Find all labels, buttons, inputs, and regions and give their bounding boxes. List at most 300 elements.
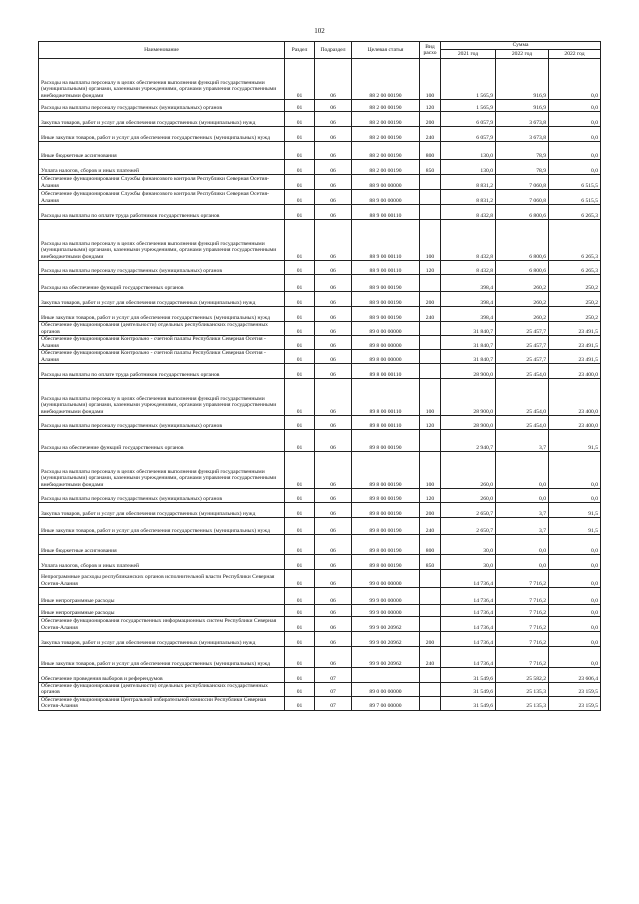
table-row	[39, 647, 601, 668]
table-cell-type: 120	[420, 100, 441, 112]
table-cell-sum-3: 0,0	[549, 59, 601, 100]
table-cell-type	[420, 588, 441, 605]
table-cell-sum-3: 250,2	[549, 275, 601, 292]
table-cell-name: Обеспечение функционирования (деятельности) отдельных республиканских государственных органов	[39, 322, 285, 336]
table-cell-subsection: 06	[315, 452, 352, 489]
table-cell-sum-2: 6 800,6	[496, 205, 549, 220]
table-cell-type: 800	[420, 535, 441, 555]
table-cell-sum-3: 23 400,0	[549, 416, 601, 430]
table-cell-sum-2: 25 457,7	[496, 336, 549, 350]
table-cell-sum-2: 78,9	[496, 160, 549, 175]
table-cell-target: 89 8 00 00190	[352, 430, 420, 452]
table-cell-sum-2: 25 135,3	[496, 683, 549, 697]
table-cell-type: 850	[420, 160, 441, 175]
table-cell-target: 99 9 00 20962	[352, 632, 420, 647]
table-cell-target: 89 8 00 00190	[352, 555, 420, 570]
table-cell-sum-1: 31 840,7	[441, 336, 496, 350]
table-cell-section: 01	[285, 59, 315, 100]
table-cell-target: 88 9 00 00110	[352, 261, 420, 275]
page-number: 102	[314, 27, 325, 35]
table-cell-target: 88 2 00 00190	[352, 142, 420, 160]
table-row	[39, 190, 601, 205]
table-cell-name: Обеспечение функционирования государственных информационных систем Республики Северная Осетия-Алания	[39, 617, 285, 632]
table-cell-sum-1: 398,4	[441, 292, 496, 307]
table-cell-subsection: 06	[315, 430, 352, 452]
table-cell-sum-3: 23 159,5	[549, 683, 601, 697]
table-cell-section: 01	[285, 364, 315, 379]
table-cell-subsection: 06	[315, 617, 352, 632]
table-cell-sum-3: 0,0	[549, 489, 601, 503]
table-row	[39, 160, 601, 175]
table-cell-section: 01	[285, 696, 315, 710]
table-cell-sum-2: 78,9	[496, 142, 549, 160]
table-cell-section: 01	[285, 416, 315, 430]
table-cell-type: 850	[420, 555, 441, 570]
col-header-year-3: 2022 год	[549, 50, 601, 59]
table-cell-type	[420, 570, 441, 588]
table-cell-type: 200	[420, 632, 441, 647]
table-cell-subsection: 06	[315, 503, 352, 518]
table-row	[39, 220, 601, 261]
table-cell-type	[420, 683, 441, 697]
table-cell-target: 88 2 00 00190	[352, 127, 420, 142]
table-cell-name: Уплата налогов, сборов и иных платежей	[39, 555, 285, 570]
table-cell-section: 01	[285, 617, 315, 632]
table-cell-sum-1: 8 432,8	[441, 261, 496, 275]
table-cell-section: 01	[285, 127, 315, 142]
table-row	[39, 555, 601, 570]
table-row	[39, 350, 601, 364]
table-cell-name: Расходы на выплаты персоналу государственных (муниципальных) органов	[39, 489, 285, 503]
table-row	[39, 588, 601, 605]
table-row	[39, 261, 601, 275]
table-cell-sum-1: 28 900,0	[441, 379, 496, 416]
table-cell-subsection: 07	[315, 683, 352, 697]
table-cell-sum-2: 260,2	[496, 292, 549, 307]
table-cell-type: 200	[420, 503, 441, 518]
table-cell-subsection: 06	[315, 336, 352, 350]
table-cell-sum-2: 3,7	[496, 430, 549, 452]
table-cell-name: Расходы на обеспечение функций государственных органов	[39, 430, 285, 452]
table-cell-sum-1: 130,0	[441, 142, 496, 160]
table-cell-sum-1: 260,0	[441, 452, 496, 489]
table-cell-sum-3: 91,5	[549, 430, 601, 452]
table-row	[39, 696, 601, 710]
table-cell-target: 88 9 00 00190	[352, 307, 420, 322]
table-cell-sum-2: 3,7	[496, 518, 549, 535]
table-cell-sum-3: 6 265,3	[549, 261, 601, 275]
table-row	[39, 112, 601, 127]
table-cell-target: 88 9 00 00190	[352, 275, 420, 292]
table-cell-section: 01	[285, 142, 315, 160]
table-cell-section: 01	[285, 555, 315, 570]
table-cell-subsection: 06	[315, 100, 352, 112]
table-cell-sum-1: 28 900,0	[441, 416, 496, 430]
table-cell-type	[420, 617, 441, 632]
table-row	[39, 535, 601, 555]
table-cell-sum-2: 7 716,2	[496, 605, 549, 617]
table-cell-sum-1: 8 432,8	[441, 220, 496, 261]
table-cell-name: Обеспечение функционирования Службы финансового контроля Республики Северная Осетия-Алания	[39, 190, 285, 205]
table-cell-sum-2: 916,9	[496, 59, 549, 100]
table-cell-type: 240	[420, 307, 441, 322]
table-cell-type: 240	[420, 518, 441, 535]
table-cell-name: Иные закупки товаров, работ и услуг для обеспечения государственных (муниципальных) нужд	[39, 647, 285, 668]
table-cell-subsection: 06	[315, 142, 352, 160]
table-cell-sum-2: 7 716,2	[496, 588, 549, 605]
table-cell-sum-3: 0,0	[549, 452, 601, 489]
table-cell-type	[420, 350, 441, 364]
table-row	[39, 142, 601, 160]
table-cell-type	[420, 364, 441, 379]
table-cell-sum-2: 6 800,6	[496, 261, 549, 275]
table-row	[39, 632, 601, 647]
table-cell-sum-3: 6 515,5	[549, 175, 601, 190]
col-header-name: Наименование	[39, 42, 285, 59]
table-cell-type	[420, 336, 441, 350]
table-cell-sum-1: 398,4	[441, 307, 496, 322]
table-cell-sum-1: 14 736,4	[441, 617, 496, 632]
table-cell-sum-2: 0,0	[496, 555, 549, 570]
table-cell-section: 01	[285, 336, 315, 350]
table-cell-subsection: 06	[315, 632, 352, 647]
table-cell-sum-2: 0,0	[496, 535, 549, 555]
col-header-year-1: 2021 год	[441, 50, 496, 59]
table-cell-sum-1: 14 736,4	[441, 605, 496, 617]
table-cell-name: Расходы на выплаты персоналу в целях обеспечения выполнения функций государственными (муниципальными) органами, казенными учреждениями, органами управления государственными внебюджетными фондами	[39, 379, 285, 416]
table-row	[39, 683, 601, 697]
table-cell-subsection: 06	[315, 127, 352, 142]
table-cell-sum-1: 14 736,4	[441, 588, 496, 605]
table-cell-target: 89 0 00 00000	[352, 322, 420, 336]
table-cell-type: 240	[420, 127, 441, 142]
table-cell-section: 01	[285, 430, 315, 452]
table-cell-subsection: 07	[315, 668, 352, 683]
table-row	[39, 518, 601, 535]
table-row	[39, 175, 601, 190]
table-cell-sum-1: 30,0	[441, 555, 496, 570]
table-cell-name: Расходы на выплаты персоналу в целях обеспечения выполнения функций государственными (муниципальными) органами, казенными учреждениями, органами управления государственными внебюджетными фондами	[39, 220, 285, 261]
table-cell-subsection: 06	[315, 205, 352, 220]
table-cell-sum-1: 1 565,9	[441, 59, 496, 100]
table-cell-name: Иные закупки товаров, работ и услуг для обеспечения государственных (муниципальных) нужд	[39, 127, 285, 142]
table-cell-name: Иные непрограммные расходы	[39, 588, 285, 605]
table-cell-sum-3: 0,0	[549, 632, 601, 647]
table-cell-sum-3: 23 400,0	[549, 364, 601, 379]
table-cell-section: 01	[285, 683, 315, 697]
table-cell-subsection: 06	[315, 570, 352, 588]
table-cell-section: 01	[285, 588, 315, 605]
table-row	[39, 668, 601, 683]
table-cell-sum-1: 2 650,7	[441, 518, 496, 535]
table-cell-name: Закупка товаров, работ и услуг для обеспечения государственных (муниципальных) нужд	[39, 632, 285, 647]
table-cell-sum-3: 23 491,5	[549, 322, 601, 336]
table-cell-sum-1: 2 940,7	[441, 430, 496, 452]
table-cell-name: Закупка товаров, работ и услуг для обеспечения государственных (муниципальных) нужд	[39, 503, 285, 518]
table-cell-sum-2: 25 457,7	[496, 350, 549, 364]
table-cell-subsection: 06	[315, 535, 352, 555]
table-cell-sum-1: 30,0	[441, 535, 496, 555]
table-cell-section: 01	[285, 292, 315, 307]
table-cell-sum-3: 0,0	[549, 112, 601, 127]
table-cell-type	[420, 605, 441, 617]
table-cell-sum-3: 0,0	[549, 570, 601, 588]
col-header-sum: Сумма	[441, 42, 601, 50]
table-cell-sum-3: 0,0	[549, 617, 601, 632]
table-cell-sum-1: 398,4	[441, 275, 496, 292]
table-cell-target: 89 8 00 00190	[352, 518, 420, 535]
table-cell-sum-3: 0,0	[549, 555, 601, 570]
table-cell-section: 01	[285, 261, 315, 275]
table-cell-section: 01	[285, 489, 315, 503]
table-cell-sum-3: 250,2	[549, 292, 601, 307]
table-cell-name: Расходы на обеспечение функций государственных органов	[39, 275, 285, 292]
table-cell-section: 01	[285, 190, 315, 205]
table-cell-section: 01	[285, 350, 315, 364]
table-cell-target: 99 9 00 20962	[352, 617, 420, 632]
table-cell-section: 01	[285, 647, 315, 668]
table-cell-subsection: 06	[315, 190, 352, 205]
table-row	[39, 605, 601, 617]
table-cell-sum-2: 0,0	[496, 489, 549, 503]
table-cell-section: 01	[285, 220, 315, 261]
table-cell-section: 01	[285, 535, 315, 555]
table-cell-subsection: 06	[315, 518, 352, 535]
table-cell-section: 01	[285, 605, 315, 617]
table-cell-section: 01	[285, 668, 315, 683]
table-cell-name: Обеспечение функционирования Центральной избирательной комиссии Республики Северная Осетия-Алания	[39, 696, 285, 710]
table-cell-sum-2: 6 800,6	[496, 220, 549, 261]
table-cell-type	[420, 322, 441, 336]
table-row	[39, 570, 601, 588]
table-cell-subsection: 06	[315, 59, 352, 100]
table-cell-sum-2: 260,2	[496, 275, 549, 292]
table-cell-sum-1: 6 057,9	[441, 112, 496, 127]
table-cell-subsection: 06	[315, 275, 352, 292]
table-cell-target	[352, 668, 420, 683]
table-cell-sum-1: 2 650,7	[441, 503, 496, 518]
table-cell-target: 89 0 00 00000	[352, 683, 420, 697]
table-cell-sum-1: 6 057,9	[441, 127, 496, 142]
table-cell-sum-2: 916,9	[496, 100, 549, 112]
table-cell-target: 88 9 00 00000	[352, 175, 420, 190]
table-cell-sum-3: 0,0	[549, 588, 601, 605]
table-cell-sum-2: 7 060,8	[496, 175, 549, 190]
table-row	[39, 379, 601, 416]
table-cell-subsection: 06	[315, 416, 352, 430]
table-cell-target: 88 9 00 00110	[352, 220, 420, 261]
table-cell-target: 89 8 00 00190	[352, 503, 420, 518]
table-cell-sum-3: 6 515,5	[549, 190, 601, 205]
table-cell-subsection: 06	[315, 322, 352, 336]
table-body	[39, 59, 601, 711]
table-cell-name: Закупка товаров, работ и услуг для обеспечения государственных (муниципальных) нужд	[39, 112, 285, 127]
table-cell-sum-3: 6 265,3	[549, 205, 601, 220]
table-cell-sum-3: 0,0	[549, 100, 601, 112]
table-cell-type: 100	[420, 452, 441, 489]
table-row	[39, 617, 601, 632]
table-cell-subsection: 06	[315, 307, 352, 322]
table-cell-target: 89 8 00 00190	[352, 452, 420, 489]
table-cell-sum-1: 31 840,7	[441, 350, 496, 364]
col-header-year-2: 2022 год	[496, 50, 549, 59]
table-cell-name: Непрограммные расходы республиканских органов исполнительной власти Республики Северная Осетия-Алания	[39, 570, 285, 588]
table-cell-sum-2: 25 454,0	[496, 379, 549, 416]
table-cell-target: 88 9 00 00110	[352, 205, 420, 220]
table-cell-target: 88 9 00 00000	[352, 190, 420, 205]
table-cell-section: 01	[285, 518, 315, 535]
table-cell-subsection: 06	[315, 160, 352, 175]
table-cell-sum-1: 8 831,2	[441, 175, 496, 190]
table-cell-sum-1: 260,0	[441, 489, 496, 503]
col-header-type: Вид расхо	[420, 42, 441, 59]
table-cell-target: 99 0 00 00000	[352, 570, 420, 588]
table-cell-type: 100	[420, 59, 441, 100]
col-header-target: Целевая статья	[352, 42, 420, 59]
table-cell-sum-3: 0,0	[549, 647, 601, 668]
table-cell-subsection: 06	[315, 112, 352, 127]
table-cell-name: Обеспечение проведения выборов и референдумов	[39, 668, 285, 683]
table-cell-sum-1: 14 736,4	[441, 647, 496, 668]
table-cell-sum-2: 7 716,2	[496, 570, 549, 588]
table-cell-type: 120	[420, 416, 441, 430]
table-cell-sum-1: 31 549,6	[441, 683, 496, 697]
table-row	[39, 503, 601, 518]
table-cell-target: 99 9 00 20962	[352, 647, 420, 668]
table-cell-sum-2: 7 716,2	[496, 647, 549, 668]
table-cell-section: 01	[285, 307, 315, 322]
table-cell-sum-3: 23 159,5	[549, 696, 601, 710]
table-cell-section: 01	[285, 205, 315, 220]
table-cell-sum-3: 23 491,5	[549, 350, 601, 364]
table-row	[39, 127, 601, 142]
table-cell-sum-2: 3 673,8	[496, 112, 549, 127]
table-cell-target: 88 2 00 00190	[352, 112, 420, 127]
table-cell-sum-2: 0,0	[496, 452, 549, 489]
table-row	[39, 336, 601, 350]
table-cell-sum-1: 8 831,2	[441, 190, 496, 205]
table-cell-sum-2: 3 673,8	[496, 127, 549, 142]
table-row	[39, 364, 601, 379]
table-cell-target: 89 8 00 00000	[352, 336, 420, 350]
table-row	[39, 452, 601, 489]
table-cell-sum-2: 25 582,2	[496, 668, 549, 683]
table-cell-sum-3: 23 491,5	[549, 336, 601, 350]
table-cell-section: 01	[285, 100, 315, 112]
table-cell-name: Иные непрограммные расходы	[39, 605, 285, 617]
table-cell-sum-2: 7 716,2	[496, 617, 549, 632]
table-cell-sum-1: 28 900,0	[441, 364, 496, 379]
table-cell-sum-1: 8 432,8	[441, 205, 496, 220]
table-cell-sum-1: 31 549,6	[441, 668, 496, 683]
table-cell-sum-3: 0,0	[549, 160, 601, 175]
table-cell-sum-1: 31 549,6	[441, 696, 496, 710]
table-cell-section: 01	[285, 322, 315, 336]
table-row	[39, 275, 601, 292]
table-cell-sum-2: 25 135,3	[496, 696, 549, 710]
table-cell-name: Расходы на выплаты по оплате труда работников государственных органов	[39, 364, 285, 379]
table-row	[39, 430, 601, 452]
table-cell-sum-3: 0,0	[549, 127, 601, 142]
table-cell-type	[420, 190, 441, 205]
table-cell-sum-1: 31 840,7	[441, 322, 496, 336]
table-cell-target: 99 9 00 00000	[352, 605, 420, 617]
table-cell-sum-2: 25 454,0	[496, 416, 549, 430]
table-cell-target: 89 8 00 00110	[352, 364, 420, 379]
col-header-subsection: Подраздел	[315, 42, 352, 59]
table-cell-subsection: 06	[315, 364, 352, 379]
table-cell-target: 88 2 00 00190	[352, 160, 420, 175]
table-cell-sum-3: 250,2	[549, 307, 601, 322]
table-cell-section: 01	[285, 160, 315, 175]
table-cell-sum-1: 1 565,9	[441, 100, 496, 112]
table-row	[39, 205, 601, 220]
table-row	[39, 322, 601, 336]
table-cell-type: 100	[420, 379, 441, 416]
table-cell-sum-2: 3,7	[496, 503, 549, 518]
table-cell-sum-2: 260,2	[496, 307, 549, 322]
table-cell-name: Расходы на выплаты персоналу государственных (муниципальных) органов	[39, 416, 285, 430]
table-cell-target: 89 8 00 00110	[352, 379, 420, 416]
table-cell-type	[420, 696, 441, 710]
table-cell-section: 01	[285, 570, 315, 588]
table-cell-section: 01	[285, 112, 315, 127]
table-cell-sum-1: 130,0	[441, 160, 496, 175]
table-cell-name: Расходы на выплаты по оплате труда работников государственных органов	[39, 205, 285, 220]
table-cell-target: 99 9 00 00000	[352, 588, 420, 605]
table-row	[39, 416, 601, 430]
table-cell-sum-3: 0,0	[549, 605, 601, 617]
table-cell-name: Расходы на выплаты персоналу в целях обеспечения выполнения функций государственными (муниципальными) органами, казенными учреждениями, органами управления государственными внебюджетными фондами	[39, 452, 285, 489]
table-cell-section: 01	[285, 452, 315, 489]
table-cell-sum-2: 7 716,2	[496, 632, 549, 647]
table-cell-name: Обеспечение функционирования Службы финансового контроля Республики Северная Осетия-Алания	[39, 175, 285, 190]
col-header-section: Раздел	[285, 42, 315, 59]
table-cell-target: 88 2 00 00190	[352, 59, 420, 100]
table-cell-name: Иные бюджетные ассигнования	[39, 535, 285, 555]
table-cell-name: Расходы на выплаты персоналу государственных (муниципальных) органов	[39, 261, 285, 275]
table-cell-name: Расходы на выплаты персоналу государственных (муниципальных) органов	[39, 100, 285, 112]
table-cell-type: 120	[420, 489, 441, 503]
table-cell-sum-2: 25 457,7	[496, 322, 549, 336]
table-cell-subsection: 06	[315, 647, 352, 668]
table-cell-name: Иные закупки товаров, работ и услуг для обеспечения государственных (муниципальных) нужд	[39, 518, 285, 535]
table-cell-target: 89 8 00 00190	[352, 535, 420, 555]
table-cell-sum-3: 23 400,0	[549, 379, 601, 416]
table-cell-name: Обеспечение функционирования Контрольно - счетной палаты Республики Северная Осетия - Алания	[39, 336, 285, 350]
table-cell-name: Иные бюджетные ассигнования	[39, 142, 285, 160]
table-cell-subsection: 06	[315, 555, 352, 570]
table-cell-name: Обеспечение функционирования (деятельности) отдельных республиканских государственных органов	[39, 683, 285, 697]
table-cell-sum-3: 0,0	[549, 142, 601, 160]
table-cell-section: 01	[285, 275, 315, 292]
table-cell-type: 120	[420, 261, 441, 275]
table-cell-sum-2: 25 454,0	[496, 364, 549, 379]
table-cell-sum-2: 7 060,8	[496, 190, 549, 205]
table-row	[39, 292, 601, 307]
table-row	[39, 307, 601, 322]
table-cell-sum-1: 14 736,4	[441, 632, 496, 647]
table-cell-target: 88 2 00 00190	[352, 100, 420, 112]
table-cell-subsection: 06	[315, 588, 352, 605]
table-cell-subsection: 06	[315, 220, 352, 261]
table-cell-target: 89 8 00 00000	[352, 350, 420, 364]
table-cell-target: 89 7 00 00000	[352, 696, 420, 710]
table-row	[39, 59, 601, 100]
table-cell-section: 01	[285, 379, 315, 416]
table-cell-sum-3: 91,5	[549, 503, 601, 518]
table-cell-type	[420, 668, 441, 683]
